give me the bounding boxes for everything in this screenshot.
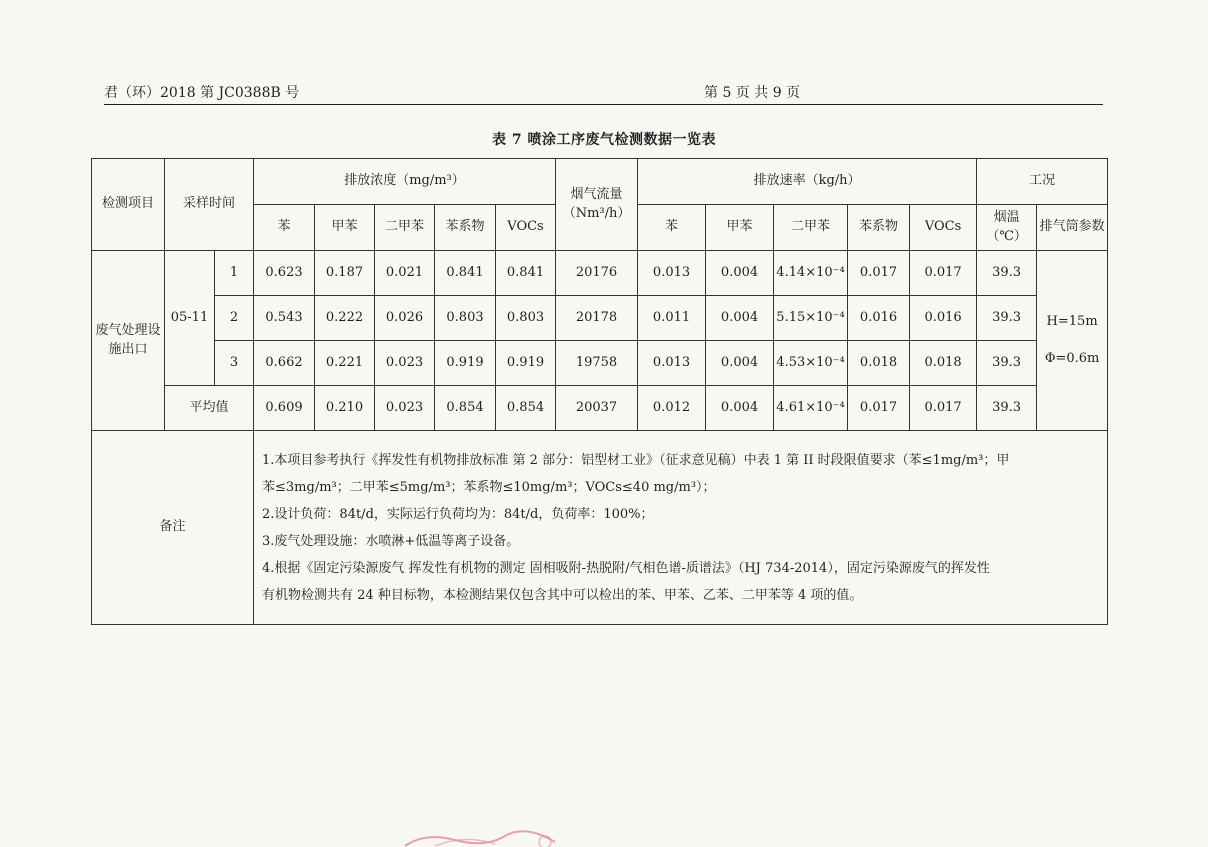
note-line: 1.本项目参考执行《挥发性有机物排放标准 第 2 部分：铝型材工业》（征求意见稿）中表 1 第 II 时段限值要求（苯≤1mg/m³；甲 [262, 452, 1010, 468]
sample-number: 3 [215, 341, 254, 386]
location-cell: 废气处理设施出口 [92, 251, 165, 431]
sample-number: 2 [215, 296, 254, 341]
date-cell: 05-11 [165, 251, 215, 386]
conc-toluene: 0.187 [315, 251, 375, 296]
rate-benzene: 0.011 [638, 296, 706, 341]
avg-rate-toluene: 0.004 [706, 386, 774, 431]
header-conc-vocs: VOCs [496, 205, 556, 251]
rate-benzene-series: 0.016 [848, 296, 910, 341]
rate-toluene: 0.004 [706, 251, 774, 296]
rate-toluene: 0.004 [706, 341, 774, 386]
header-rate-benzene: 苯 [638, 205, 706, 251]
header-item: 检测项目 [92, 159, 165, 251]
temperature-value: 39.3 [977, 296, 1037, 341]
page-header [104, 82, 1104, 104]
header-rate-vocs: VOCs [910, 205, 977, 251]
rate-benzene: 0.013 [638, 341, 706, 386]
rate-benzene-series: 0.018 [848, 341, 910, 386]
flow-value: 19758 [556, 341, 638, 386]
conc-benzene: 0.662 [254, 341, 315, 386]
avg-conc-vocs: 0.854 [496, 386, 556, 431]
avg-temperature: 39.3 [977, 386, 1037, 431]
header-conc-benzene-series: 苯系物 [435, 205, 496, 251]
stack-height: H=15m [1046, 313, 1098, 329]
table-row [92, 251, 1108, 296]
conc-vocs: 0.919 [496, 341, 556, 386]
stack-params-cell [1037, 251, 1108, 431]
stack-diameter: Φ=0.6m [1044, 350, 1100, 366]
table-row-average [92, 386, 1108, 431]
table-row [92, 341, 1108, 386]
conc-xylene: 0.026 [375, 296, 435, 341]
rate-vocs: 0.016 [910, 296, 977, 341]
seal-stamp-fragment [395, 830, 595, 847]
conc-benzene-series: 0.803 [435, 296, 496, 341]
temperature-value: 39.3 [977, 251, 1037, 296]
avg-flow: 20037 [556, 386, 638, 431]
header-rate: 排放速率（kg/h） [638, 159, 977, 205]
note-line: 3.废气处理设施：水喷淋+低温等离子设备。 [262, 533, 520, 549]
flow-value: 20178 [556, 296, 638, 341]
average-label: 平均值 [165, 386, 254, 431]
rate-vocs: 0.018 [910, 341, 977, 386]
report-number: 君（环）2018 第 JC0388B 号 [104, 85, 300, 101]
avg-conc-toluene: 0.210 [315, 386, 375, 431]
header-flow: 烟气流量（Nm³/h） [556, 159, 638, 251]
table-row [92, 296, 1108, 341]
conc-toluene: 0.222 [315, 296, 375, 341]
notes-row [92, 431, 1108, 625]
flow-value: 20176 [556, 251, 638, 296]
avg-conc-xylene: 0.023 [375, 386, 435, 431]
avg-rate-benzene: 0.012 [638, 386, 706, 431]
header-rate-toluene: 甲苯 [706, 205, 774, 251]
rate-vocs: 0.017 [910, 251, 977, 296]
avg-rate-benzene-series: 0.017 [848, 386, 910, 431]
sample-number: 1 [215, 251, 254, 296]
conc-xylene: 0.021 [375, 251, 435, 296]
header-condition: 工况 [977, 159, 1108, 205]
rate-xylene: 4.53×10⁻⁴ [774, 341, 848, 386]
note-line: 2.设计负荷：84t/d，实际运行负荷均为：84t/d，负荷率：100%； [262, 506, 654, 522]
header-conc-xylene: 二甲苯 [375, 205, 435, 251]
note-line: 有机物检测共有 24 种目标物，本检测结果仅包含其中可以检出的苯、甲苯、乙苯、二甲苯等 4 项的值。 [262, 587, 863, 603]
avg-rate-vocs: 0.017 [910, 386, 977, 431]
header-rate-benzene-series: 苯系物 [848, 205, 910, 251]
rate-xylene: 4.14×10⁻⁴ [774, 251, 848, 296]
emission-data-table [91, 158, 1108, 625]
conc-xylene: 0.023 [375, 341, 435, 386]
rate-xylene: 5.15×10⁻⁴ [774, 296, 848, 341]
note-line: 苯≤3mg/m³；二甲苯≤5mg/m³；苯系物≤10mg/m³；VOCs≤40 mg/m³）； [262, 479, 716, 495]
conc-vocs: 0.841 [496, 251, 556, 296]
notes-content [254, 431, 1108, 625]
rate-benzene: 0.013 [638, 251, 706, 296]
temperature-value: 39.3 [977, 341, 1037, 386]
header-rule [104, 104, 1103, 105]
avg-conc-benzene: 0.609 [254, 386, 315, 431]
page-number: 第 5 页 共 9 页 [704, 85, 801, 101]
conc-benzene-series: 0.919 [435, 341, 496, 386]
avg-conc-benzene-series: 0.854 [435, 386, 496, 431]
conc-benzene: 0.623 [254, 251, 315, 296]
conc-vocs: 0.803 [496, 296, 556, 341]
header-rate-xylene: 二甲苯 [774, 205, 848, 251]
conc-toluene: 0.221 [315, 341, 375, 386]
notes-label: 备注 [92, 431, 254, 625]
header-conc-benzene: 苯 [254, 205, 315, 251]
header-stack: 排气筒参数 [1037, 205, 1108, 251]
header-concentration: 排放浓度（mg/m³） [254, 159, 556, 205]
avg-rate-xylene: 4.61×10⁻⁴ [774, 386, 848, 431]
table-title: 表 7 喷涂工序废气检测数据一览表 [492, 132, 716, 148]
rate-benzene-series: 0.017 [848, 251, 910, 296]
header-time: 采样时间 [165, 159, 254, 251]
note-line: 4.根据《固定污染源废气 挥发性有机物的测定 固相吸附-热脱附/气相色谱-质谱法》（HJ 734-2014），固定污染源废气的挥发性 [262, 560, 990, 576]
conc-benzene: 0.543 [254, 296, 315, 341]
header-temperature: 烟温（℃） [977, 205, 1037, 251]
conc-benzene-series: 0.841 [435, 251, 496, 296]
header-conc-toluene: 甲苯 [315, 205, 375, 251]
rate-toluene: 0.004 [706, 296, 774, 341]
